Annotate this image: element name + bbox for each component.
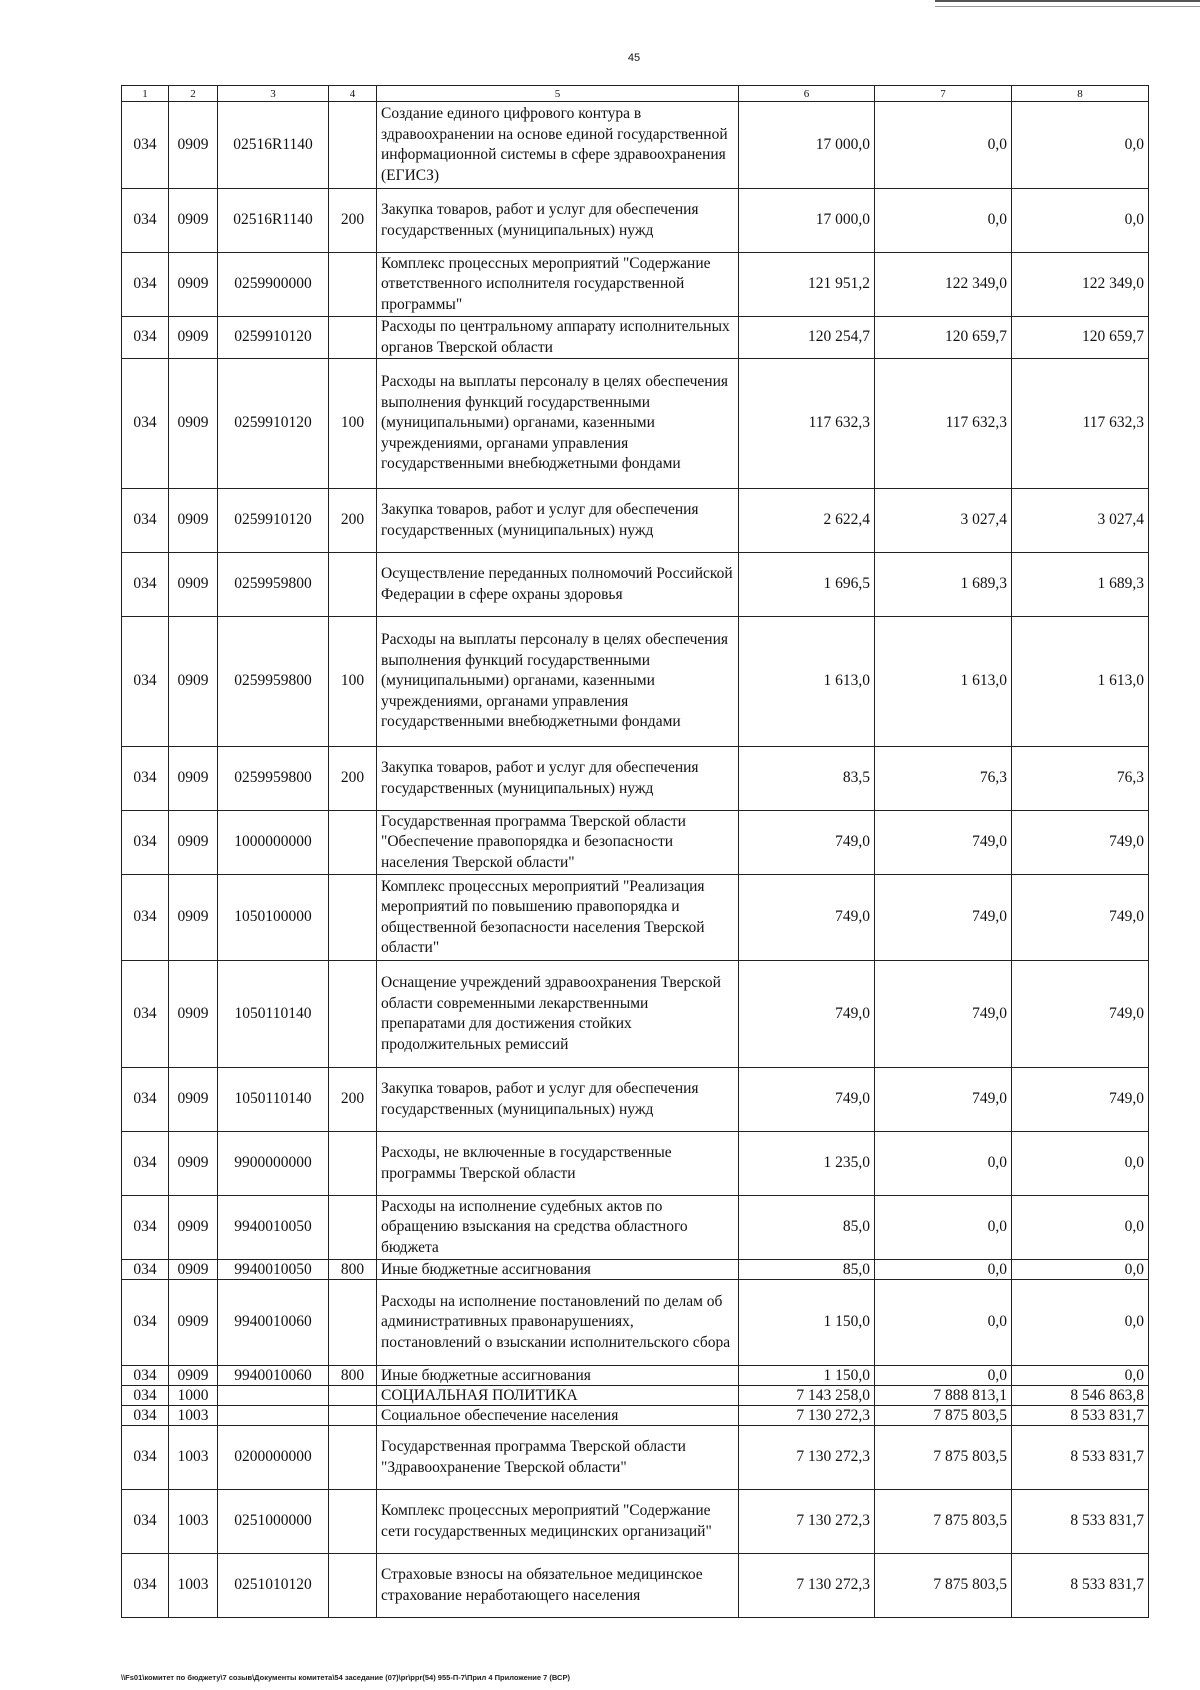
cell-admin-code: 034 [122,1406,169,1426]
cell-amount-year3: 120 659,7 [1012,317,1149,359]
table-row [122,102,1149,189]
cell-amount-year3: 0,0 [1012,102,1149,189]
table-row [122,1068,1149,1132]
cell-section-code: 0909 [169,359,218,489]
table-row [122,317,1149,359]
cell-amount-year2: 7 875 803,5 [875,1426,1012,1490]
cell-expense-type [329,1554,377,1618]
cell-section-code: 1003 [169,1406,218,1426]
cell-admin-code: 034 [122,1280,169,1366]
cell-amount-year1: 2 622,4 [739,489,875,553]
cell-target-code: 02516R1140 [218,102,329,189]
cell-admin-code: 034 [122,359,169,489]
table-row [122,875,1149,961]
cell-expense-type [329,1426,377,1490]
cell-amount-year2: 7 875 803,5 [875,1490,1012,1554]
cell-admin-code: 034 [122,875,169,961]
cell-admin-code: 034 [122,102,169,189]
cell-amount-year1: 7 143 258,0 [739,1386,875,1406]
cell-expense-type [329,811,377,875]
cell-description: Комплекс процессных мероприятий "Содержание ответственного исполнителя государственной программы" [377,253,739,317]
cell-amount-year3: 0,0 [1012,1196,1149,1260]
cell-description: Закупка товаров, работ и услуг для обеспечения государственных (муниципальных) нужд [377,489,739,553]
cell-amount-year3: 0,0 [1012,1280,1149,1366]
cell-amount-year3: 8 546 863,8 [1012,1386,1149,1406]
cell-section-code: 0909 [169,489,218,553]
cell-target-code: 0200000000 [218,1426,329,1490]
table-row [122,1386,1149,1406]
cell-expense-type: 800 [329,1260,377,1280]
top-edge-line-secondary [935,6,1200,7]
cell-section-code: 0909 [169,553,218,617]
cell-description: Государственная программа Тверской области "Обеспечение правопорядка и безопасности населения Тверской области" [377,811,739,875]
cell-admin-code: 034 [122,1554,169,1618]
cell-description: Оснащение учреждений здравоохранения Тверской области современными лекарственными препаратами для достижения стойких продолжительных ремиссий [377,961,739,1068]
cell-amount-year1: 1 235,0 [739,1132,875,1196]
cell-target-code: 0259900000 [218,253,329,317]
cell-target-code [218,1406,329,1426]
cell-expense-type: 200 [329,189,377,253]
cell-section-code: 0909 [169,317,218,359]
cell-amount-year2: 1 689,3 [875,553,1012,617]
table-row [122,489,1149,553]
cell-amount-year2: 0,0 [875,189,1012,253]
cell-expense-type [329,1132,377,1196]
cell-admin-code: 034 [122,253,169,317]
table-row [122,617,1149,747]
cell-section-code: 1000 [169,1386,218,1406]
cell-amount-year2: 0,0 [875,102,1012,189]
cell-amount-year2: 749,0 [875,875,1012,961]
cell-amount-year2: 117 632,3 [875,359,1012,489]
table-row [122,189,1149,253]
cell-admin-code: 034 [122,489,169,553]
cell-admin-code: 034 [122,617,169,747]
cell-amount-year2: 7 875 803,5 [875,1406,1012,1426]
cell-target-code: 9940010050 [218,1260,329,1280]
cell-section-code: 0909 [169,1260,218,1280]
cell-amount-year3: 749,0 [1012,1068,1149,1132]
cell-expense-type: 100 [329,359,377,489]
cell-target-code: 9900000000 [218,1132,329,1196]
column-header: 5 [377,86,739,102]
cell-section-code: 0909 [169,875,218,961]
cell-description: Закупка товаров, работ и услуг для обеспечения государственных (муниципальных) нужд [377,189,739,253]
cell-description: Страховые взносы на обязательное медицинское страхование неработающего населения [377,1554,739,1618]
cell-amount-year3: 3 027,4 [1012,489,1149,553]
cell-amount-year1: 1 150,0 [739,1366,875,1386]
cell-target-code: 0259959800 [218,617,329,747]
cell-amount-year2: 0,0 [875,1260,1012,1280]
cell-amount-year3: 117 632,3 [1012,359,1149,489]
table-row [122,359,1149,489]
cell-target-code: 0259959800 [218,553,329,617]
cell-amount-year1: 1 696,5 [739,553,875,617]
cell-section-code: 0909 [169,189,218,253]
table-row [122,1280,1149,1366]
cell-amount-year3: 8 533 831,7 [1012,1554,1149,1618]
cell-description: Расходы по центральному аппарату исполнительных органов Тверской области [377,317,739,359]
cell-amount-year1: 121 951,2 [739,253,875,317]
cell-section-code: 0909 [169,1196,218,1260]
cell-section-code: 0909 [169,102,218,189]
table-row [122,1554,1149,1618]
table-row [122,1490,1149,1554]
cell-description: Расходы на исполнение судебных актов по обращению взыскания на средства областного бюджета [377,1196,739,1260]
cell-amount-year3: 0,0 [1012,1366,1149,1386]
table-row [122,1132,1149,1196]
table-row [122,747,1149,811]
cell-target-code: 0259910120 [218,317,329,359]
cell-description: Социальное обеспечение населения [377,1406,739,1426]
cell-target-code: 1050110140 [218,1068,329,1132]
table-row [122,1366,1149,1386]
cell-expense-type: 200 [329,747,377,811]
cell-description: Расходы на исполнение постановлений по делам об административных правонарушениях, постановлений о взыскании исполнительского сбора [377,1280,739,1366]
cell-admin-code: 034 [122,747,169,811]
cell-amount-year1: 7 130 272,3 [739,1490,875,1554]
cell-amount-year2: 749,0 [875,961,1012,1068]
cell-description: Расходы на выплаты персоналу в целях обеспечения выполнения функций государственными (муниципальными) органами, казенными учреждениями, органами управления государственными внебюджетными фондами [377,617,739,747]
cell-amount-year1: 7 130 272,3 [739,1406,875,1426]
cell-description: Закупка товаров, работ и услуг для обеспечения государственных (муниципальных) нужд [377,1068,739,1132]
table-row [122,961,1149,1068]
cell-expense-type [329,1280,377,1366]
cell-amount-year3: 1 689,3 [1012,553,1149,617]
cell-admin-code: 034 [122,317,169,359]
cell-amount-year2: 122 349,0 [875,253,1012,317]
cell-target-code: 1050110140 [218,961,329,1068]
cell-expense-type [329,553,377,617]
cell-amount-year3: 749,0 [1012,875,1149,961]
column-header: 8 [1012,86,1149,102]
budget-table [121,85,1149,1618]
cell-expense-type [329,102,377,189]
cell-target-code: 9940010060 [218,1366,329,1386]
cell-amount-year2: 3 027,4 [875,489,1012,553]
cell-expense-type [329,317,377,359]
cell-amount-year1: 17 000,0 [739,102,875,189]
cell-target-code: 0259959800 [218,747,329,811]
cell-section-code: 0909 [169,1280,218,1366]
cell-amount-year1: 85,0 [739,1196,875,1260]
cell-description: Расходы, не включенные в государственные программы Тверской области [377,1132,739,1196]
cell-amount-year1: 749,0 [739,875,875,961]
cell-amount-year3: 122 349,0 [1012,253,1149,317]
cell-admin-code: 034 [122,1196,169,1260]
cell-expense-type [329,961,377,1068]
cell-amount-year3: 749,0 [1012,811,1149,875]
table-row [122,553,1149,617]
cell-section-code: 1003 [169,1490,218,1554]
table-row [122,1406,1149,1426]
table-row [122,1260,1149,1280]
column-header: 4 [329,86,377,102]
cell-admin-code: 034 [122,1490,169,1554]
cell-expense-type [329,1386,377,1406]
cell-admin-code: 034 [122,1260,169,1280]
cell-description: Иные бюджетные ассигнования [377,1366,739,1386]
cell-section-code: 1003 [169,1554,218,1618]
cell-amount-year2: 0,0 [875,1196,1012,1260]
cell-amount-year3: 0,0 [1012,189,1149,253]
cell-admin-code: 034 [122,553,169,617]
cell-target-code: 0251010120 [218,1554,329,1618]
top-edge-line [935,0,1200,2]
page-number: 45 [627,52,641,64]
cell-admin-code: 034 [122,1366,169,1386]
cell-description: Комплекс процессных мероприятий "Реализация мероприятий по повышению правопорядка и общественной безопасности населения Тверской области" [377,875,739,961]
table-row [122,811,1149,875]
cell-amount-year1: 749,0 [739,811,875,875]
cell-expense-type [329,875,377,961]
table-row [122,253,1149,317]
cell-amount-year1: 117 632,3 [739,359,875,489]
cell-amount-year1: 120 254,7 [739,317,875,359]
cell-admin-code: 034 [122,1426,169,1490]
cell-expense-type [329,1490,377,1554]
cell-description: Осуществление переданных полномочий Российской Федерации в сфере охраны здоровья [377,553,739,617]
cell-expense-type [329,253,377,317]
cell-admin-code: 034 [122,189,169,253]
cell-description: Создание единого цифрового контура в здравоохранении на основе единой государственной информационной системы в сфере здравоохранения (ЕГИСЗ) [377,102,739,189]
cell-amount-year1: 7 130 272,3 [739,1426,875,1490]
cell-admin-code: 034 [122,961,169,1068]
cell-target-code: 0251000000 [218,1490,329,1554]
cell-amount-year1: 83,5 [739,747,875,811]
cell-amount-year3: 8 533 831,7 [1012,1406,1149,1426]
cell-target-code: 1050100000 [218,875,329,961]
cell-amount-year1: 749,0 [739,961,875,1068]
cell-admin-code: 034 [122,1386,169,1406]
cell-amount-year2: 1 613,0 [875,617,1012,747]
cell-description: Иные бюджетные ассигнования [377,1260,739,1280]
cell-admin-code: 034 [122,1132,169,1196]
cell-amount-year2: 749,0 [875,1068,1012,1132]
header-row [122,86,1149,102]
column-header: 1 [122,86,169,102]
cell-amount-year2: 7 875 803,5 [875,1554,1012,1618]
cell-section-code: 0909 [169,253,218,317]
cell-description: СОЦИАЛЬНАЯ ПОЛИТИКА [377,1386,739,1406]
cell-amount-year2: 76,3 [875,747,1012,811]
cell-amount-year2: 0,0 [875,1280,1012,1366]
cell-section-code: 0909 [169,617,218,747]
cell-description: Закупка товаров, работ и услуг для обеспечения государственных (муниципальных) нужд [377,747,739,811]
cell-admin-code: 034 [122,1068,169,1132]
table-row [122,1426,1149,1490]
column-header: 6 [739,86,875,102]
cell-amount-year1: 17 000,0 [739,189,875,253]
cell-admin-code: 034 [122,811,169,875]
column-header: 7 [875,86,1012,102]
cell-description: Расходы на выплаты персоналу в целях обеспечения выполнения функций государственными (муниципальными) органами, казенными учреждениями, органами управления государственными внебюджетными фондами [377,359,739,489]
cell-amount-year1: 7 130 272,3 [739,1554,875,1618]
cell-amount-year1: 749,0 [739,1068,875,1132]
cell-target-code: 9940010060 [218,1280,329,1366]
cell-amount-year2: 7 888 813,1 [875,1386,1012,1406]
cell-target-code [218,1386,329,1406]
cell-amount-year3: 0,0 [1012,1132,1149,1196]
cell-section-code: 0909 [169,961,218,1068]
cell-expense-type: 200 [329,489,377,553]
cell-amount-year1: 1 613,0 [739,617,875,747]
cell-amount-year2: 749,0 [875,811,1012,875]
cell-target-code: 0259910120 [218,359,329,489]
cell-expense-type: 800 [329,1366,377,1386]
cell-expense-type [329,1406,377,1426]
cell-expense-type: 100 [329,617,377,747]
cell-section-code: 0909 [169,747,218,811]
cell-target-code: 0259910120 [218,489,329,553]
file-path-footer: \\Fs01\комитет по бюджету\7 созыв\Документы комитета\54 заседание (07)\pr\ppr(54) 955-П-7\Прил 4 Приложение 7 (ВСР) [121,1673,570,1682]
table-body [122,102,1149,1618]
cell-section-code: 1003 [169,1426,218,1490]
table-row [122,1196,1149,1260]
cell-description: Государственная программа Тверской области "Здравоохранение Тверской области" [377,1426,739,1490]
cell-target-code: 02516R1140 [218,189,329,253]
cell-amount-year3: 749,0 [1012,961,1149,1068]
cell-amount-year2: 0,0 [875,1366,1012,1386]
cell-amount-year1: 1 150,0 [739,1280,875,1366]
cell-target-code: 1000000000 [218,811,329,875]
cell-section-code: 0909 [169,1366,218,1386]
cell-description: Комплекс процессных мероприятий "Содержание сети государственных медицинских организаций" [377,1490,739,1554]
cell-expense-type: 200 [329,1068,377,1132]
column-header: 3 [218,86,329,102]
cell-target-code: 9940010050 [218,1196,329,1260]
column-header: 2 [169,86,218,102]
cell-section-code: 0909 [169,1068,218,1132]
cell-section-code: 0909 [169,811,218,875]
cell-amount-year3: 0,0 [1012,1260,1149,1280]
cell-section-code: 0909 [169,1132,218,1196]
cell-amount-year3: 8 533 831,7 [1012,1426,1149,1490]
cell-amount-year1: 85,0 [739,1260,875,1280]
cell-amount-year2: 120 659,7 [875,317,1012,359]
cell-amount-year3: 76,3 [1012,747,1149,811]
cell-expense-type [329,1196,377,1260]
cell-amount-year2: 0,0 [875,1132,1012,1196]
cell-amount-year3: 8 533 831,7 [1012,1490,1149,1554]
cell-amount-year3: 1 613,0 [1012,617,1149,747]
